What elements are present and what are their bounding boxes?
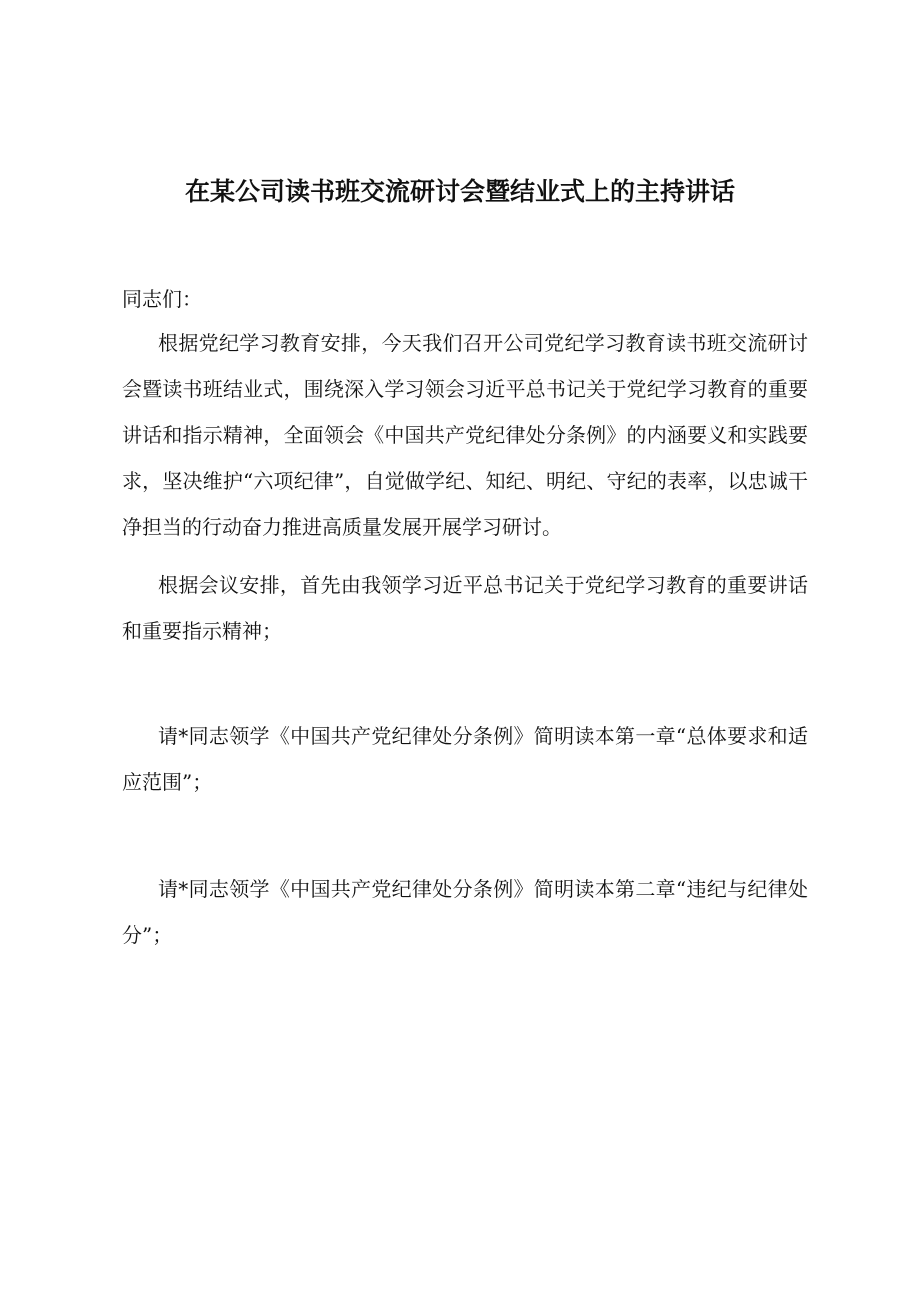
document-title: 在某公司读书班交流研讨会暨结业式上的主持讲话 bbox=[184, 177, 735, 206]
paragraph-3: 请*同志领学《中国共产党纪律处分条例》简明读本第一章“总体要求和适应范围”； bbox=[122, 724, 808, 794]
paragraph-1: 根据党纪学习教育安排，今天我们召开公司党纪学习教育读书班交流研讨会暨读书班结业式，围绕深入学习领会习近平总书记关于党纪学习教育的重要讲话和指示精神，全面领会《中国共产党纪律处分条例》的内涵要义和实践要求，坚决维护“六项纪律”，自觉做学纪、知纪、明纪、守纪的表率，以忠诚干净担当的行动奋力推进高质量发展开展学习研讨。 bbox=[122, 331, 808, 539]
salutation: 同志们： bbox=[122, 287, 202, 311]
paragraph-4: 请*同志领学《中国共产党纪律处分条例》简明读本第二章“违纪与纪律处分”； bbox=[122, 877, 808, 947]
paragraph-2: 根据会议安排，首先由我领学习近平总书记关于党纪学习教育的重要讲话和重要指示精神； bbox=[122, 573, 808, 643]
